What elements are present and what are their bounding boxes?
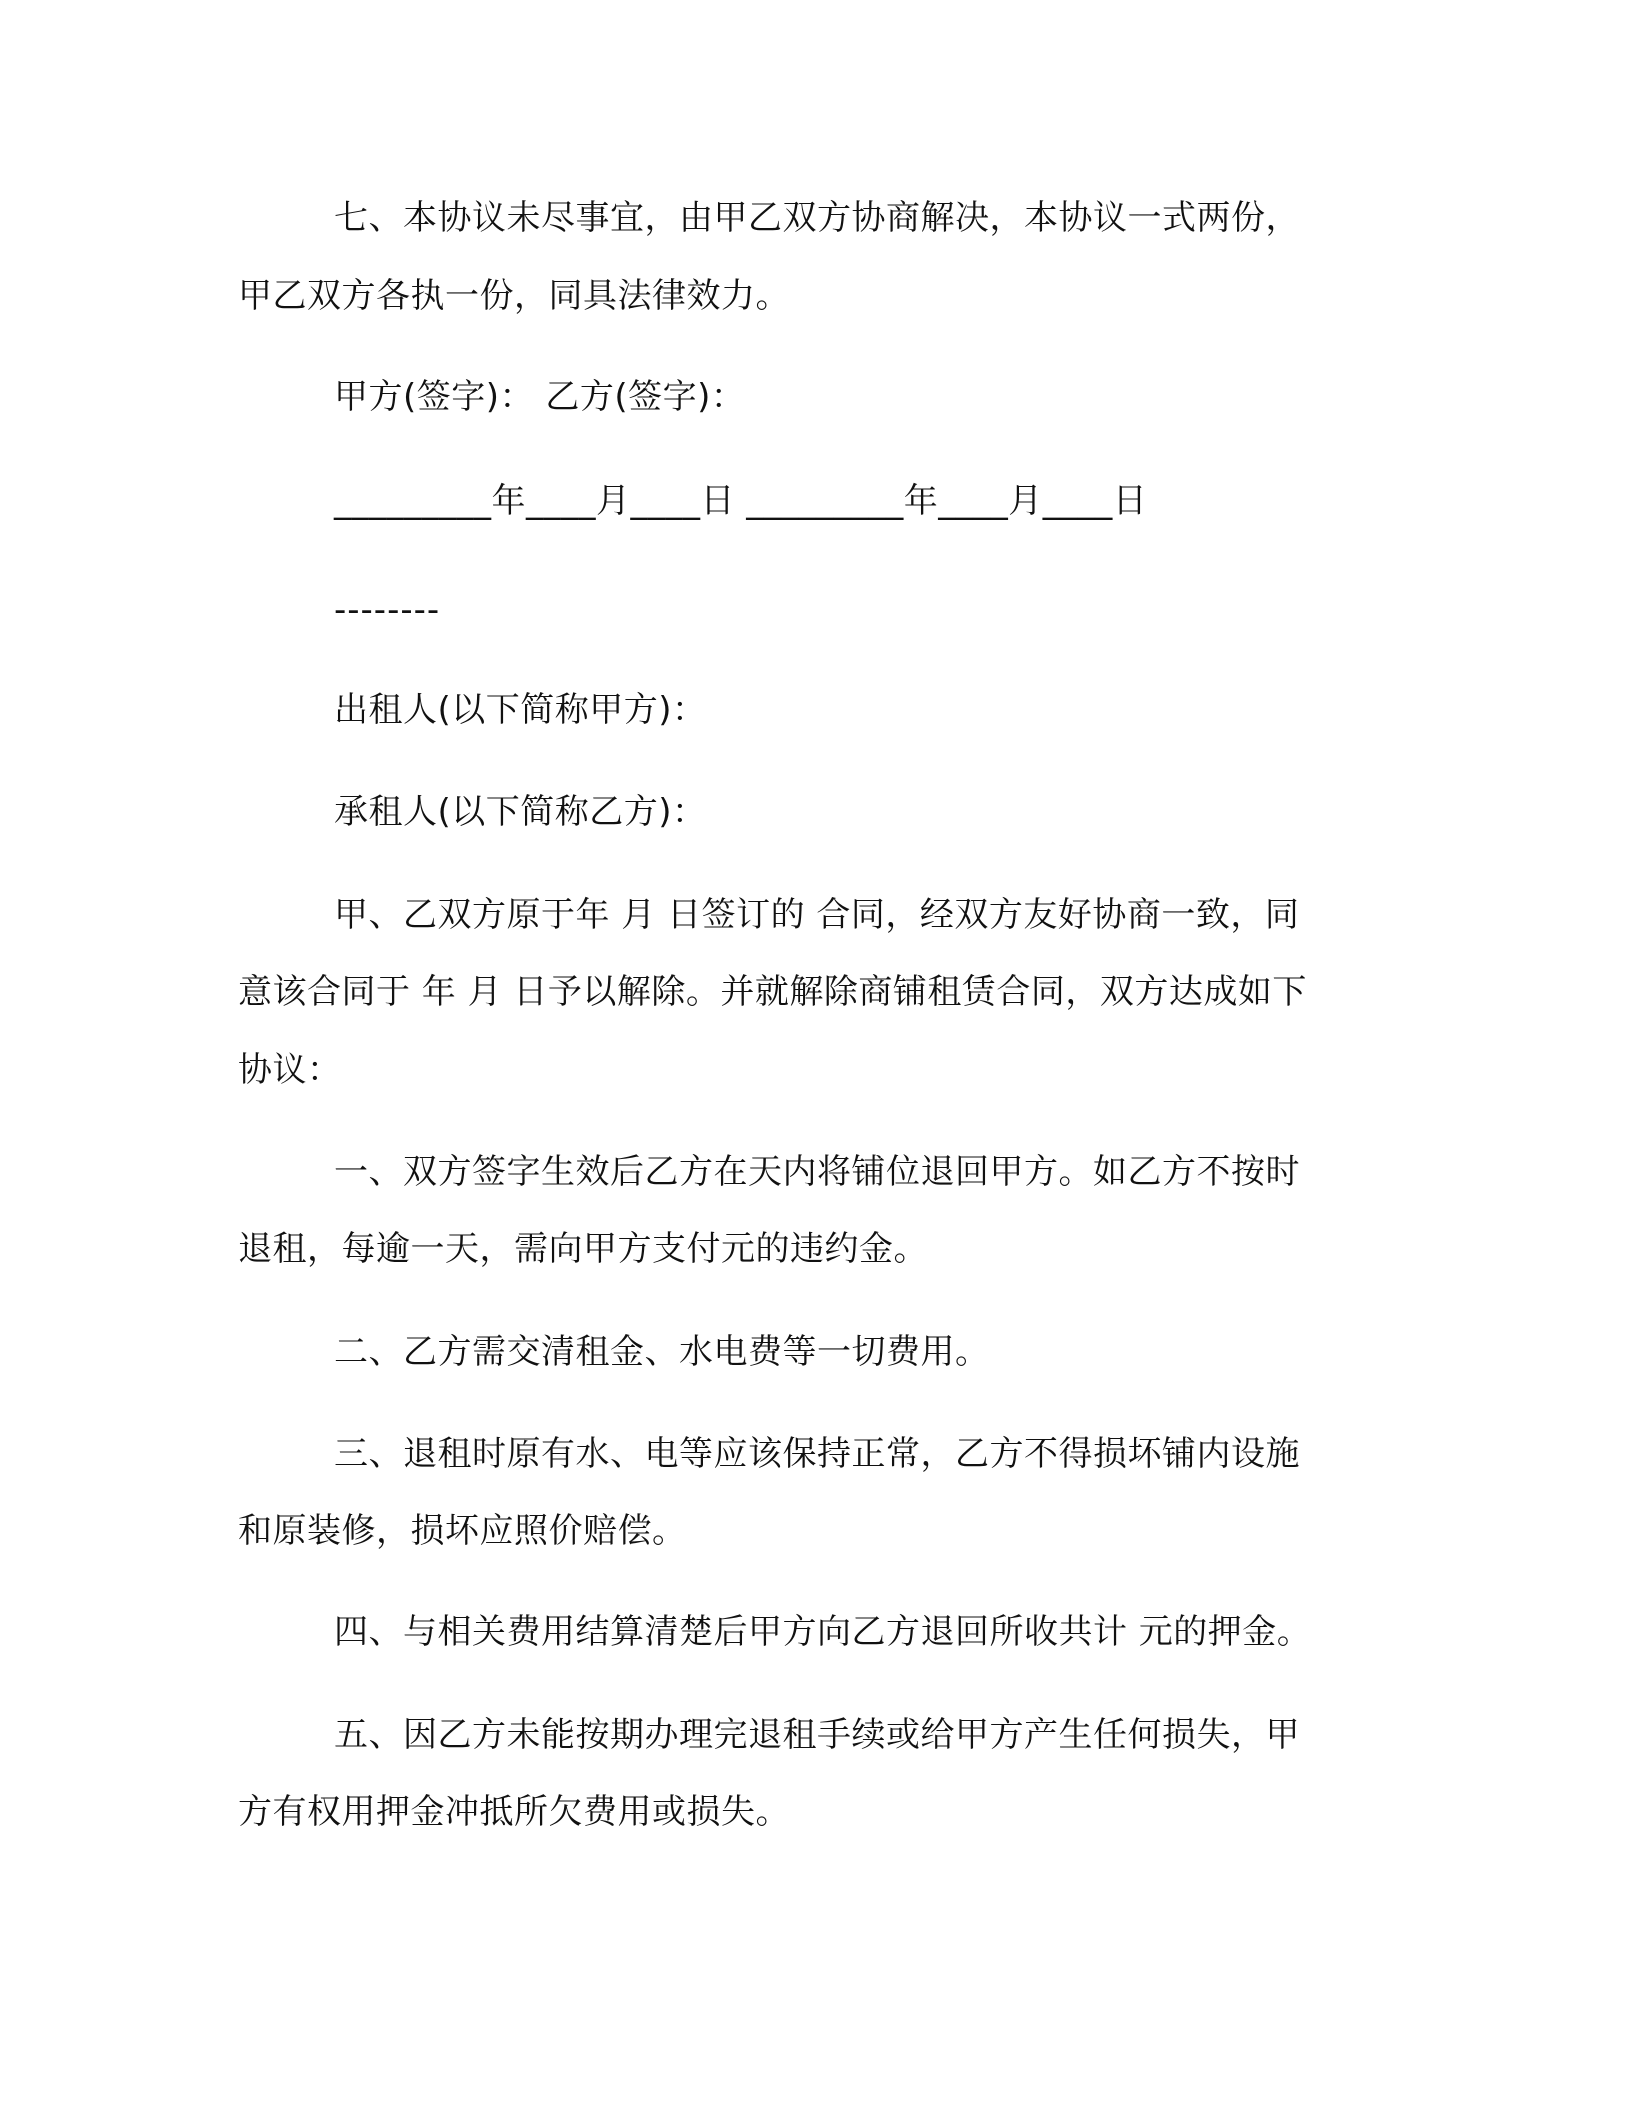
- lessor-line: 出租人(以下简称甲方)：: [334, 690, 707, 730]
- date-line: _________年____月____日 _________年____月____日: [334, 481, 1148, 521]
- intro-line-2: 意该合同于 年 月 日予以解除。并就解除商铺租赁合同，双方达成如下: [238, 972, 1307, 1012]
- clause-7-line-1: 七、本协议未尽事宜，由甲乙双方协商解决，本协议一式两份，: [334, 198, 1300, 238]
- signature-line: 甲方(签字)： 乙方(签字)：: [334, 377, 746, 417]
- clause-4-line: 四、与相关费用结算清楚后甲方向乙方退回所收共计 元的押金。: [334, 1612, 1312, 1652]
- clause-3-line-1: 三、退租时原有水、电等应该保持正常，乙方不得损坏铺内设施: [334, 1434, 1300, 1474]
- clause-5-line-2: 方有权用押金冲抵所欠费用或损失。: [238, 1792, 790, 1832]
- clause-3-line-2: 和原装修，损坏应照价赔偿。: [238, 1511, 687, 1551]
- separator-dashes: --------: [334, 590, 441, 630]
- clause-5-line-1: 五、因乙方未能按期办理完退租手续或给甲方产生任何损失，甲: [334, 1715, 1300, 1755]
- clause-1-line-2: 退租，每逾一天，需向甲方支付元的违约金。: [238, 1229, 928, 1269]
- clause-2-line: 二、乙方需交清租金、水电费等一切费用。: [334, 1332, 990, 1372]
- intro-line-1: 甲、乙双方原于年 月 日签订的 合同，经双方友好协商一致，同: [334, 895, 1300, 935]
- clause-1-line-1: 一、双方签字生效后乙方在天内将铺位退回甲方。如乙方不按时: [334, 1152, 1300, 1192]
- lessee-line: 承租人(以下简称乙方)：: [334, 792, 707, 832]
- clause-7-line-2: 甲乙双方各执一份，同具法律效力。: [238, 276, 790, 316]
- intro-line-3: 协议：: [238, 1050, 342, 1090]
